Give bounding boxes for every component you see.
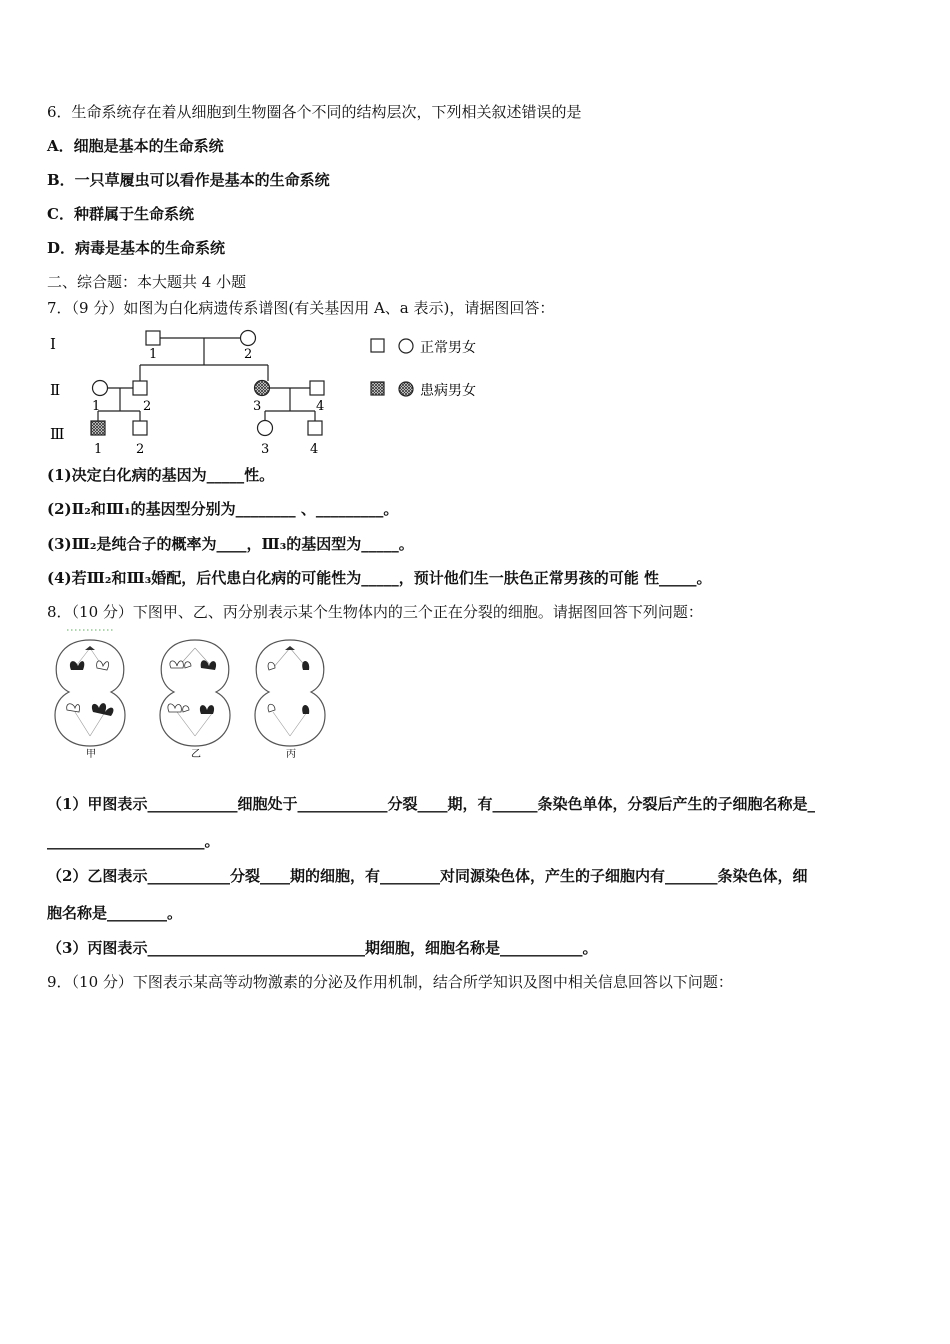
gen-label-II: Ⅱ [50, 381, 61, 399]
cell-label-bing: 丙 [286, 749, 296, 760]
gen2-num-3: 3 [253, 399, 262, 414]
q6-option-a: A．细胞是基本的生命系统 [47, 137, 224, 155]
cell-label-yi: 乙 [191, 749, 201, 760]
q7-sub2: (2)Ⅱ₂和Ⅲ₁的基因型分别为________ 、_________。 [47, 500, 399, 518]
q8-sub1-line1: （1）甲图表示____________细胞处于____________分裂____期，有______条染色单体，分裂后产生的子细胞名称是_ [47, 795, 815, 813]
gen1-male-1 [146, 331, 160, 345]
gen1-female-2 [241, 331, 256, 346]
legend-affected-male [371, 382, 384, 395]
q6-option-b: B．一只草履虫可以看作是基本的生命系统 [47, 171, 330, 189]
gen3-female-3 [258, 421, 273, 436]
legend-affected-female [399, 382, 413, 396]
gen-label-III: Ⅲ [50, 425, 65, 443]
gen3-num-3: 3 [261, 442, 270, 457]
q9-stem: 9．（10 分）下图表示某高等动物激素的分泌及作用机制，结合所学知识及图中相关信息回答以下问题： [47, 973, 733, 991]
gen-label-I: Ⅰ [50, 335, 56, 353]
gen1-num-2: 2 [244, 347, 253, 362]
dividing-cells-figure [45, 622, 345, 762]
gen2-num-1: 1 [92, 399, 101, 414]
gen3-affected-male-1 [91, 421, 105, 435]
q6-option-d: D．病毒是基本的生命系统 [47, 239, 226, 257]
q8-stem: 8．（10 分）下图甲、乙、丙分别表示某个生物体内的三个正在分裂的细胞。请据图回答下列问题： [47, 603, 703, 621]
gen3-num-1: 1 [94, 442, 103, 457]
q8-sub2-line1: （2）乙图表示___________分裂____期的细胞，有________对同源染色体，产生的子细胞内有_______条染色体，细 [47, 867, 808, 885]
q7-sub3: (3)Ⅲ₂是纯合子的概率为____，Ⅲ₃的基因型为_____。 [47, 535, 414, 553]
gen2-female-1 [93, 381, 108, 396]
gen3-num-4: 4 [310, 442, 319, 457]
legend-normal-label: 正常男女 [420, 340, 476, 356]
q8-sub3: （3）丙图表示_____________________________期细胞，细胞名称是___________。 [47, 939, 598, 957]
gen2-affected-female-3 [255, 381, 270, 396]
q7-stem: 7．（9 分）如图为白化病遗传系谱图(有关基因用 A、a 表示)，请据图回答： [47, 299, 555, 317]
cell-bing [255, 640, 325, 746]
q7-sub1: (1)决定白化病的基因为_____性。 [47, 466, 275, 484]
cell-jia [55, 640, 125, 746]
legend-affected-label: 患病男女 [420, 383, 476, 399]
gen2-male-2 [133, 381, 147, 395]
section-heading: 二、综合题：本大题共 4 小题 [47, 273, 247, 291]
gen3-male-2 [133, 421, 147, 435]
q7-sub4: (4)若Ⅲ₂和Ⅲ₃婚配，后代患白化病的可能性为_____，预计他们生一肤色正常男孩的可能 性_____。 [47, 569, 712, 587]
legend-normal-male [371, 339, 384, 352]
gen3-male-4 [308, 421, 322, 435]
gen2-num-2: 2 [143, 399, 152, 414]
gen2-num-4: 4 [316, 399, 325, 414]
q6-stem: 6．生命系统存在着从细胞到生物圈各个不同的结构层次，下列相关叙述错误的是 [47, 103, 582, 121]
cell-label-jia: 甲 [86, 749, 96, 760]
q6-option-c: C．种群属于生命系统 [47, 205, 194, 223]
cell-yi [160, 640, 230, 746]
pedigree-chart [40, 325, 510, 460]
q8-sub1-line2: _____________________。 [47, 832, 220, 850]
gen1-num-1: 1 [149, 347, 158, 362]
legend-normal-female [399, 339, 413, 353]
gen3-num-2: 2 [136, 442, 145, 457]
gen2-male-4 [310, 381, 324, 395]
q8-sub2-line2: 胞名称是________。 [47, 904, 183, 922]
